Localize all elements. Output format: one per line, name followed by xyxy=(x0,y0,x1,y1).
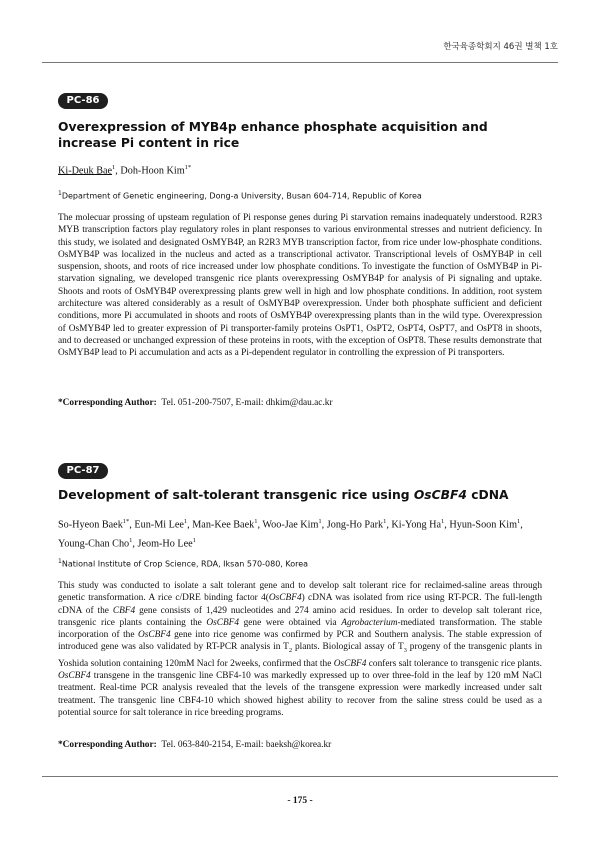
author-sup: 1 xyxy=(254,518,258,525)
author-name: Jong-Ho Park xyxy=(326,519,384,531)
author-line: So-Hyeon Baek$^{1*}$, Eun-Mi Lee$^1$, Man-Kee Baek$^1$, Woo-Jae Kim$^1$, Jong-Ho Park$^1$, Ki-Yong Ha$^1$, Hyun-Soon Kim$^1$, xyxy=(58,518,523,531)
generation-subscript: 3 xyxy=(403,647,407,655)
author-name: Jeom-Ho Lee xyxy=(137,538,193,550)
author-line: Young-Chan Cho$^1$, Jeom-Ho Lee$^1$ xyxy=(58,537,196,550)
corresponding-contact: Tel. 051-200-7507, E-mail: dhkim@dau.ac.kr xyxy=(161,398,333,408)
author-sup: 1 xyxy=(183,518,188,525)
article-id-badge: PC-87 xyxy=(58,463,108,479)
affiliation xyxy=(58,188,542,202)
author-name: Ki-Yong Ha xyxy=(391,519,442,531)
author-name: Young-Chan Cho xyxy=(58,538,130,550)
gene-italic: OsCBF4 xyxy=(137,630,171,641)
abstract xyxy=(58,580,542,719)
gene-italic: OsCBF4 xyxy=(58,670,91,681)
affiliation-text: Department of Genetic engineering, Dong-a University, Busan 604-714, Republic of Korea xyxy=(61,191,422,201)
affiliation-sup: 1 xyxy=(58,558,62,565)
species-italic: Agrobacterium xyxy=(341,617,398,628)
abstract-text: gene into rice genome was confirmed by PCR and Southern analysis. The stable expression of introduced gene was also validated by RT-PCR analysis in T xyxy=(58,630,542,653)
article-title xyxy=(58,487,542,503)
abstract-text: This study was conducted to isolate a salt tolerant gene and to develop salt tolerant rice for reclaimed-saline areas through genetic transformation. A rice c/DRE binding factor 4( xyxy=(58,581,542,604)
corresponding-author xyxy=(58,398,333,408)
gene-italic: OsCBF4 xyxy=(206,617,240,628)
abstract-text: confers salt tolerance to transgenic rice plants. xyxy=(366,658,542,669)
gene-italic: OsCBF4 xyxy=(333,658,367,669)
abstract-text: gene were obtained via xyxy=(239,617,342,628)
abstract: The molecuar prossing of upsteam regulation of Pi response genes during Pi starvation remains inadequately understood. R2R3 MYB transcription factors play regulatory roles in plant responses to various environmental stresses and nutrient deficiency. In this study, we isolated and designated OsMYB4P, an R2R3 MYB transcription factor, from rice under low-phosphate conditions. OsMYB4P was localized in the nucleus and acted as a transcriptional activator. Transcriptional levels of OsMYB4P in cell suspension, shoots, and roots of rice increased under low phosphate conditions. To investigate the function of OsMYB4P in Pi-starvation signaling, we developed transgenic rice plants overexpressing OsMYB4P for analysis of Pi signaling and uptake. Shoots and roots of OsMYB4P overexpressing plants grew well in high and low phosphate conditions. In addition, root system architecture was altered considerably as a result of OsMYB4P overexpression. Under both phosphate sufficient and deficient conditions, more Pi accumulated in shoots and roots of OsMYB4P overexpressing plants than in the wild type. Overexpression of OsMYB4P led to greater expression of Pi transporter-family proteins OsPT1, OsPT2, OsPT4, OsPT7, and OsPT8 in shoots, and to decreased or unchanged expression of these proteins in roots, with the exception of OsPT8. These results demonstrate that OsMYB4P lead to Pi accumulation and acts as a Pi-dependent regulator in controlling the expression of Pi transporters. xyxy=(58,213,542,359)
author-name: Hyun-Soon Kim xyxy=(449,519,518,531)
author-sup: 1 xyxy=(192,537,196,545)
abstract-text: gene consists of 1,429 nucleotides and 274 amino acid residues. In order to develop salt tolerant rice, transgenic rice plants containing the xyxy=(58,605,542,628)
corresponding-label: *Corresponding Author: xyxy=(58,740,157,750)
article-title: Overexpression of MYB4p enhance phosphate acquisition and increase Pi content in rice xyxy=(58,120,488,150)
gene-italic: OsCBF4 xyxy=(268,593,302,604)
author-name: Eun-Mi Lee xyxy=(134,519,184,531)
author-sup: 1 xyxy=(112,164,116,171)
gene-italic: CBF4 xyxy=(112,605,136,616)
header-rule xyxy=(42,62,558,63)
corresponding-label: *Corresponding Author: xyxy=(58,398,157,408)
corresponding-author xyxy=(58,740,331,750)
author-sup: 1 xyxy=(129,537,133,545)
affiliation xyxy=(58,556,542,570)
page-number: - 175 - xyxy=(287,796,313,806)
author-name: Woo-Jae Kim xyxy=(262,519,319,531)
abstract-text: -mediated transformation. The stable incorporation of the xyxy=(58,617,542,641)
abstract-text: transgene in the transgenic line CBF4-10 was markedly expressed up to over three-fold in the leaf by 120 mM NaCl treatment. Real-time PCR analysis revealed that the levels of the transgene expression were markedly increased under salt treatment. The transgenic line CBF4-10 which showed highest ability to recover from the saline stress could be used as a potential source for salt tolerance in rice breeding programs. xyxy=(58,670,542,718)
title-text: Development of salt-tolerant transgenic rice using xyxy=(58,488,414,502)
affiliation-text: National Institute of Crop Science, RDA, Iksan 570-080, Korea xyxy=(61,559,309,569)
author-name: Ki-Deuk Bae xyxy=(58,165,113,177)
author-list xyxy=(58,514,542,553)
author-sup: 1 xyxy=(517,518,521,525)
author-sup: 1 xyxy=(318,518,322,525)
abstract-text: ) cDNA was isolated from rice using RT-PCR. The full-length cDNA of the xyxy=(58,593,542,616)
article-id-badge: PC-86 xyxy=(58,93,108,109)
author-sup: 1* xyxy=(122,518,130,525)
journal-header: 한국육종학회지 46권 별책 1호 xyxy=(443,42,558,52)
author-sup: 1 xyxy=(383,518,387,525)
footer-rule xyxy=(42,776,558,777)
author-name: So-Hyeon Baek xyxy=(58,519,123,531)
abstract-text: plants. Biological assay of T xyxy=(292,642,404,653)
author-list xyxy=(58,160,542,179)
generation-subscript: 2 xyxy=(288,647,293,655)
author-sup: 1 xyxy=(441,518,445,525)
author-name: Man-Kee Baek xyxy=(192,519,255,531)
corresponding-contact: Tel. 063-840-2154, E-mail: baeksh@korea.kr xyxy=(161,740,332,750)
author-separator: , xyxy=(115,165,121,177)
affiliation-sup: 1 xyxy=(58,190,62,197)
author-name: Doh-Hoon Kim xyxy=(120,165,185,177)
author-sup: 1* xyxy=(184,164,192,171)
title-gene-italic: OsCBF4 xyxy=(413,488,467,502)
title-text: cDNA xyxy=(466,488,509,502)
abstract-text: progeny of the transgenic plants in Yoshida solution containing 120mM Nacl for 2weeks, confirmed that the xyxy=(58,642,542,669)
